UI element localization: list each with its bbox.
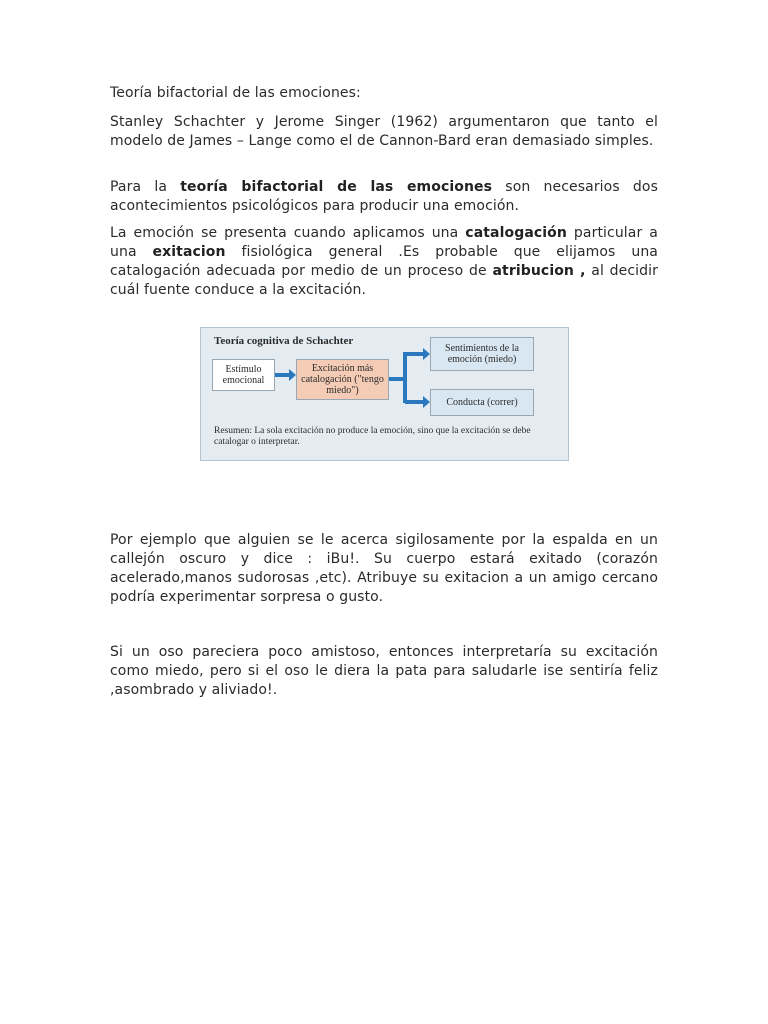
box-conducta: Conducta (correr)	[430, 389, 534, 416]
arrowhead-excitacion	[289, 369, 296, 381]
arrowhead-conducta	[423, 396, 430, 408]
text-span: son necesarios dos acontecimientos psicológicos para producir una emoción.	[110, 179, 658, 214]
paragraph-schachter-singer: Stanley Schachter y Jerome Singer (1962) argumentaron que tanto el modelo de James – Lange como el de Cannon-Bard eran demasiado simples.	[110, 114, 658, 149]
paragraph-catalogacion	[110, 224, 658, 300]
text-span: fisiológica general .Es probable que elijamos una catalogación adecuada por medio de un proceso de	[110, 244, 658, 279]
paragraph-ejemplo: Por ejemplo que alguien se le acerca sigilosamente por la espalda en un callejón oscuro y dice : iBu!. Su cuerpo estará exitado (corazón acelerado,manos sudorosas ,etc). Atribuye su exitacion a un amigo cercano podría experimentar sorpresa o gusto.	[110, 532, 658, 605]
paragraph-oso: Si un oso pareciera poco amistoso, entonces interpretaría su excitación como miedo, pero si el oso le diera la pata para saludarle ise sentiría feliz ,asombrado y aliviado!.	[110, 644, 658, 698]
text-span: al decidir cuál fuente conduce a la excitación.	[110, 263, 658, 298]
bold-term-bifactorial: teoría bifactorial de las emociones	[180, 179, 493, 195]
text-span: La emoción se presenta cuando aplicamos una	[110, 225, 466, 241]
paragraph-bifactorial	[110, 178, 658, 216]
text-span: Para la	[110, 179, 181, 195]
section-heading: Teoría bifactorial de las emociones:	[110, 85, 361, 101]
box-excitacion: Excitación más catalogación ("tengo miedo")	[296, 359, 389, 400]
diagram-summary: Resumen: La sola excitación no produce la emoción, sino que la excitación se debe catalogar o interpretar.	[214, 426, 531, 447]
bold-term-exitacion: exitacion	[152, 244, 226, 260]
text-span: particular a una	[110, 225, 658, 260]
schachter-diagram	[200, 327, 569, 461]
box-estimulo: Estímulo emocional	[212, 359, 275, 391]
bold-term-atribucion: atribucion ,	[492, 263, 586, 279]
box-sentimientos: Sentimientos de la emoción (miedo)	[430, 337, 534, 371]
bold-term-catalogacion: catalogación	[465, 225, 567, 241]
diagram-title: Teoría cognitiva de Schachter	[214, 335, 354, 347]
arrowhead-sentimientos	[423, 348, 430, 360]
